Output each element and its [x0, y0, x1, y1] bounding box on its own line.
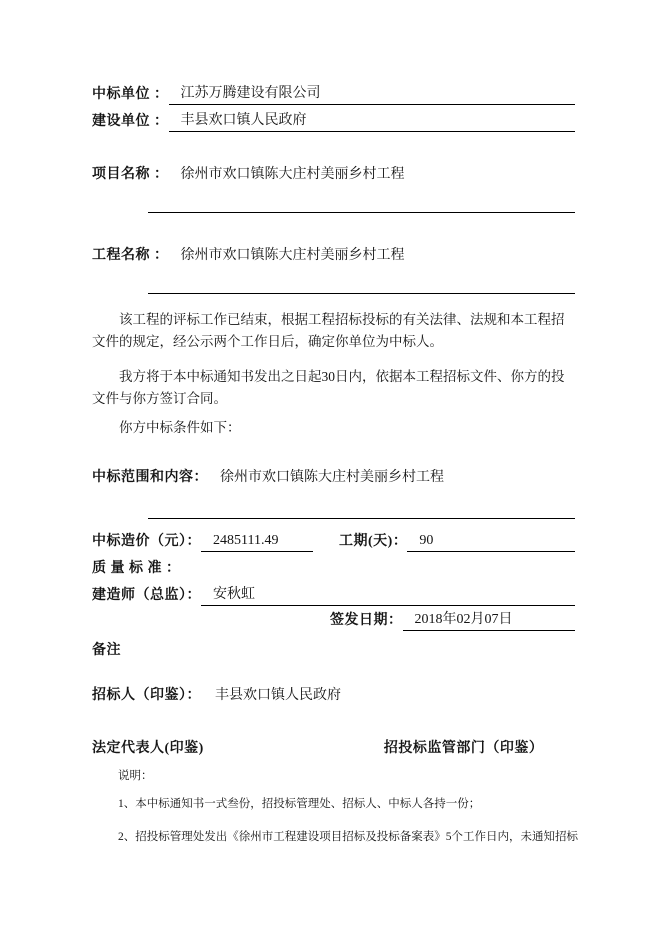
field-engineering-name	[92, 246, 575, 266]
field-remark	[92, 641, 575, 661]
field-winning-unit	[92, 85, 575, 105]
signature-row	[92, 739, 575, 759]
field-label-winning-unit: 中标单位 ：	[92, 87, 169, 102]
paragraph-conditions-intro: 你方中标条件如下：	[119, 420, 241, 435]
underline-engineering-name	[148, 293, 575, 294]
field-tenderer	[92, 686, 575, 706]
field-label-supervision-dept: 招投标监管部门（印鉴）	[383, 741, 544, 756]
field-label-legal-rep: 法定代表人(印鉴)	[92, 741, 204, 756]
field-value-engineering-name: 徐州市欢口镇陈大庄村美丽乡村工程	[180, 248, 405, 263]
field-value-construction-unit: 丰县欢口镇人民政府	[169, 111, 576, 132]
paragraph-contract-line2: 文件与你方签订合同。	[92, 391, 227, 406]
field-label-quality: 质 量 标 准 ：	[92, 561, 181, 576]
field-price-duration	[92, 532, 575, 552]
field-label-remark: 备注	[92, 643, 121, 658]
notes-heading: 说明：	[118, 770, 153, 782]
field-value-price: 2485111.49	[201, 531, 313, 552]
note-item-1: 1、本中标通知书一式叁份，招投标管理处、招标人、中标人各持一份；	[118, 798, 481, 810]
field-label-construction-unit: 建设单位 ：	[92, 114, 169, 129]
field-value-duration: 90	[407, 531, 575, 552]
underline-scope	[148, 518, 575, 519]
field-value-project-name: 徐州市欢口镇陈大庄村美丽乡村工程	[180, 167, 405, 182]
field-label-issue-date: 签发日期：	[330, 613, 403, 628]
field-label-project-name: 项目名称 ：	[92, 167, 169, 182]
field-scope	[92, 468, 575, 488]
field-project-name	[92, 165, 575, 185]
field-value-builder: 安秋虹	[201, 585, 575, 606]
field-issue-date	[330, 611, 575, 631]
field-construction-unit	[92, 112, 575, 132]
underline-project-name	[148, 212, 575, 213]
paragraph-contract-line1: 我方将于本中标通知书发出之日起30日内，依据本工程招标文件、你方的投	[119, 369, 565, 384]
field-value-scope: 徐州市欢口镇陈大庄村美丽乡村工程	[220, 470, 444, 485]
field-label-builder: 建造师（总监）：	[92, 588, 201, 603]
field-label-duration: 工期(天)：	[339, 534, 408, 549]
paragraph-result-line2: 文件的规定，经公示两个工作日后，确定你单位为中标人。	[92, 334, 443, 349]
field-quality	[92, 559, 575, 579]
field-label-engineering-name: 工程名称 ：	[92, 248, 169, 263]
field-label-scope: 中标范围和内容：	[92, 470, 208, 485]
field-value-winning-unit: 江苏万腾建设有限公司	[169, 84, 576, 105]
field-value-tenderer: 丰县欢口镇人民政府	[215, 688, 341, 703]
field-value-issue-date: 2018年02月07日	[403, 610, 576, 631]
field-builder	[92, 586, 575, 606]
field-label-tenderer: 招标人（印鉴）：	[92, 688, 201, 703]
field-label-price: 中标造价（元）：	[92, 534, 201, 549]
paragraph-result-line1: 该工程的评标工作已结束，根据工程招标投标的有关法律、法规和本工程招	[119, 312, 565, 327]
note-item-2: 2、招投标管理处发出《徐州市工程建设项目招标及投标备案表》5个工作日内，未通知招标	[118, 831, 578, 843]
